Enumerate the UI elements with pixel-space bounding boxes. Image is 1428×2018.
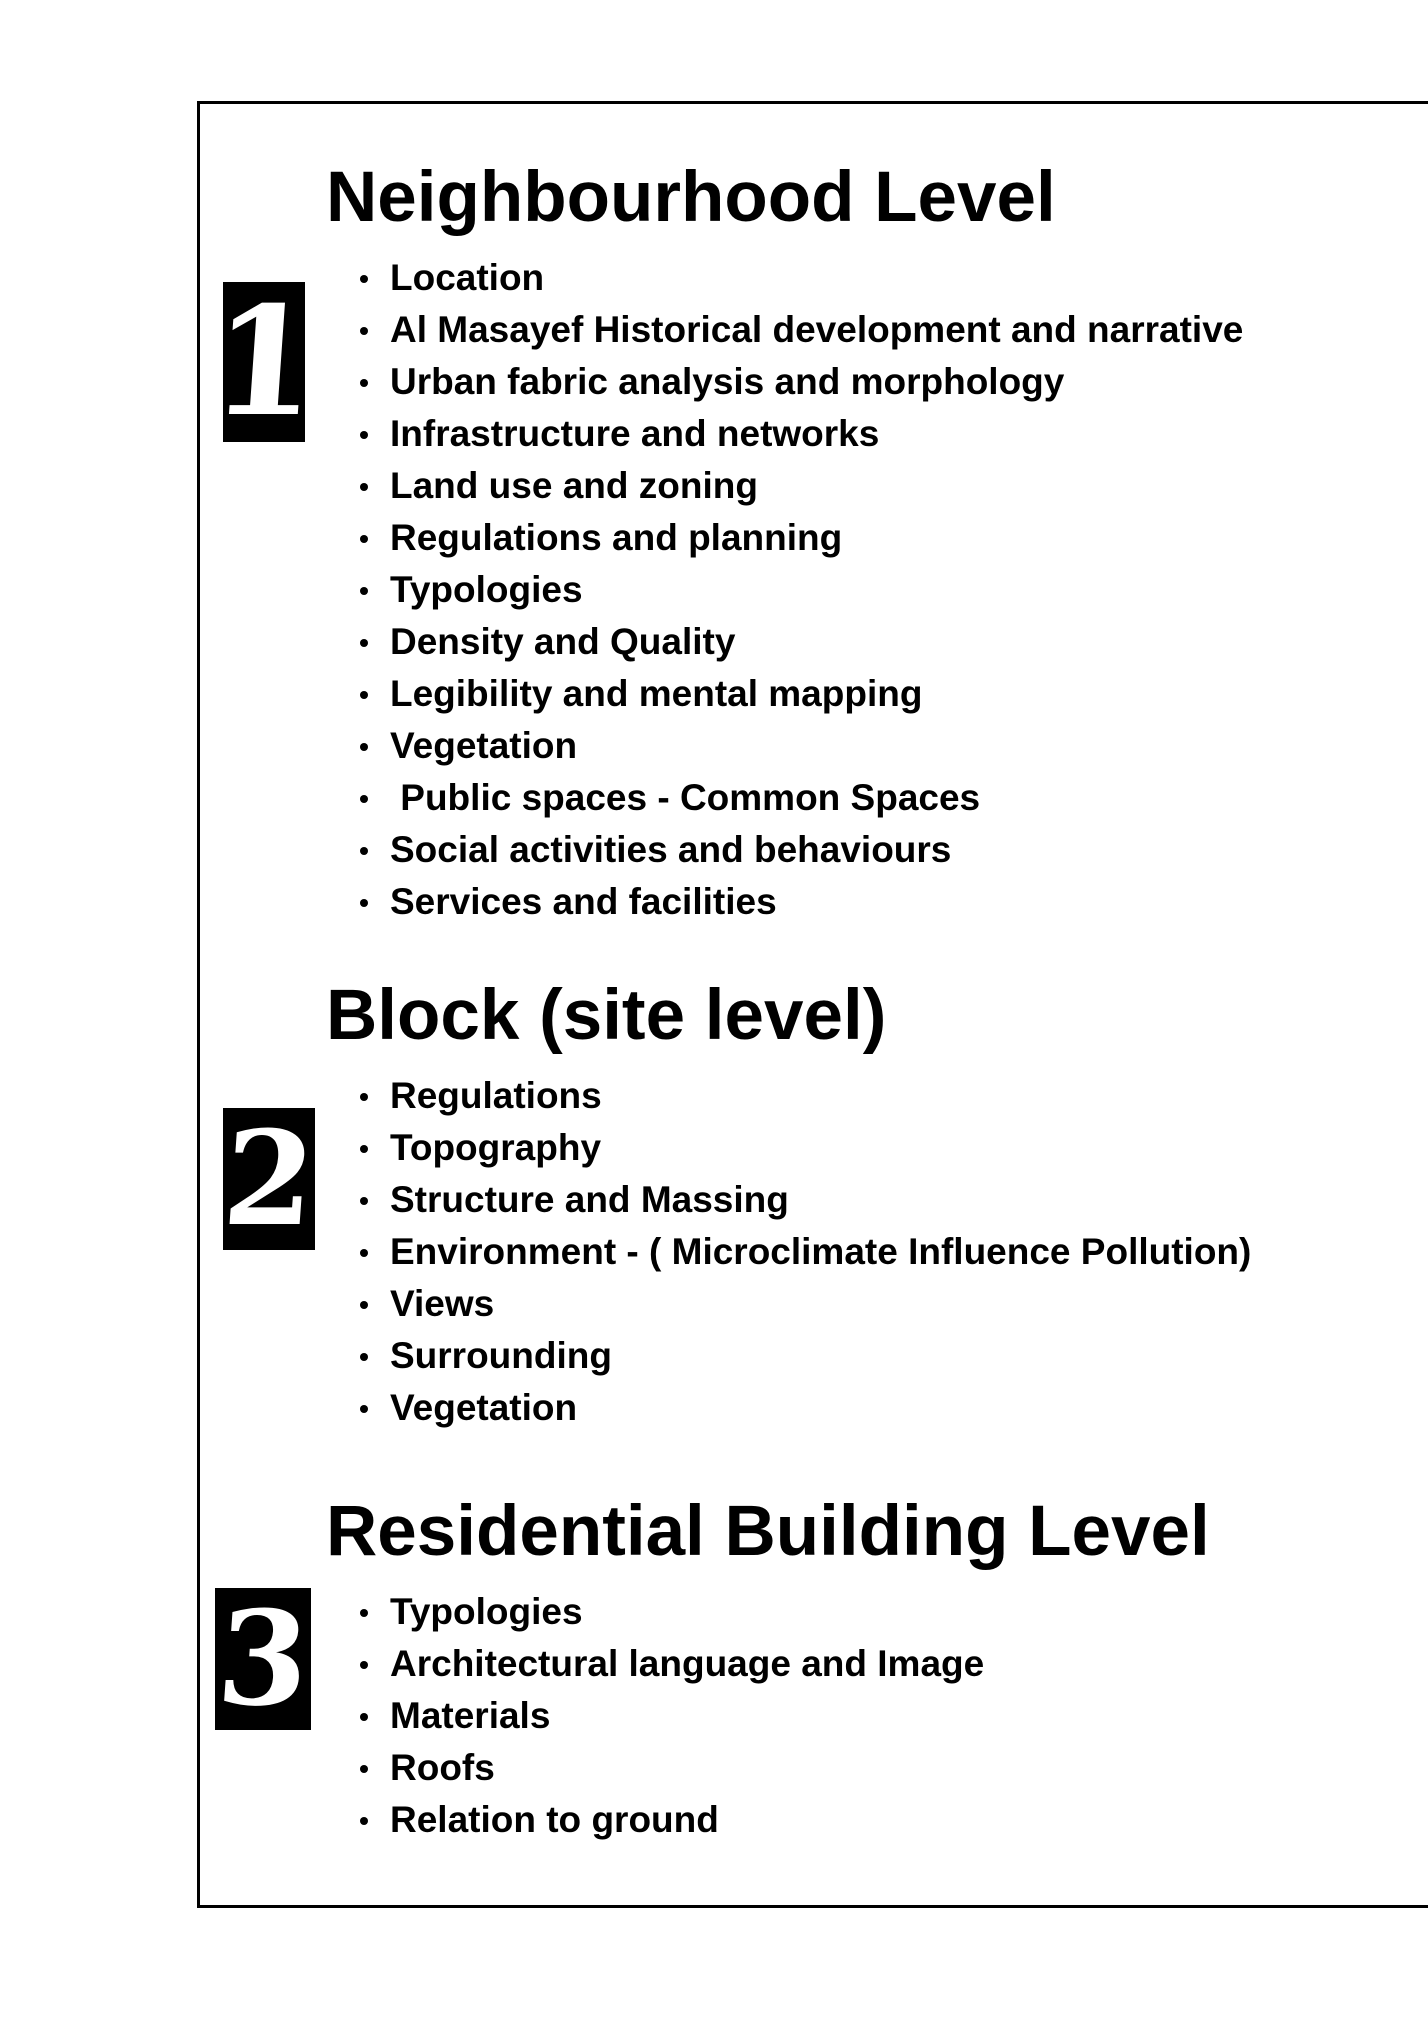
section-title-neighbourhood: Neighbourhood Level: [326, 158, 1056, 237]
section-number-3: 3: [212, 1582, 314, 1735]
section-number-badge-1: [205, 274, 323, 450]
section-list-block: [356, 1070, 1251, 1434]
list-item: Regulations: [356, 1070, 1251, 1122]
list-item: Vegetation: [356, 1382, 1251, 1434]
section-number-badge-3: [212, 1582, 314, 1735]
list-item: Structure and Massing: [356, 1174, 1251, 1226]
list-item: Topography: [356, 1122, 1251, 1174]
list-item: Services and facilities: [356, 876, 1243, 928]
section-number-1: 1: [205, 274, 323, 450]
list-item: Architectural language and Image: [356, 1638, 984, 1690]
list-item: Environment - ( Microclimate Influence Pollution): [356, 1226, 1251, 1278]
list-item: Relation to ground: [356, 1794, 984, 1846]
section-title-block: Block (site level): [326, 976, 887, 1055]
list-item: Legibility and mental mapping: [356, 668, 1243, 720]
list-item: Regulations and planning: [356, 512, 1243, 564]
section-number-2: 2: [218, 1102, 320, 1255]
section-list-residential: [356, 1586, 984, 1846]
list-item: Typologies: [356, 564, 1243, 616]
list-item: Infrastructure and networks: [356, 408, 1243, 460]
section-number-badge-2: [218, 1102, 320, 1255]
list-item: Public spaces - Common Spaces: [356, 772, 1243, 824]
list-item: Location: [356, 252, 1243, 304]
list-item: Typologies: [356, 1586, 984, 1638]
list-item: Urban fabric analysis and morphology: [356, 356, 1243, 408]
list-item: Vegetation: [356, 720, 1243, 772]
list-item: Surrounding: [356, 1330, 1251, 1382]
section-title-residential: Residential Building Level: [326, 1492, 1210, 1571]
list-item: Roofs: [356, 1742, 984, 1794]
list-item: Land use and zoning: [356, 460, 1243, 512]
list-item: Social activities and behaviours: [356, 824, 1243, 876]
list-item: Views: [356, 1278, 1251, 1330]
section-list-neighbourhood: [356, 252, 1243, 928]
list-item: Al Masayef Historical development and narrative: [356, 304, 1243, 356]
list-item: Materials: [356, 1690, 984, 1742]
list-item: Density and Quality: [356, 616, 1243, 668]
